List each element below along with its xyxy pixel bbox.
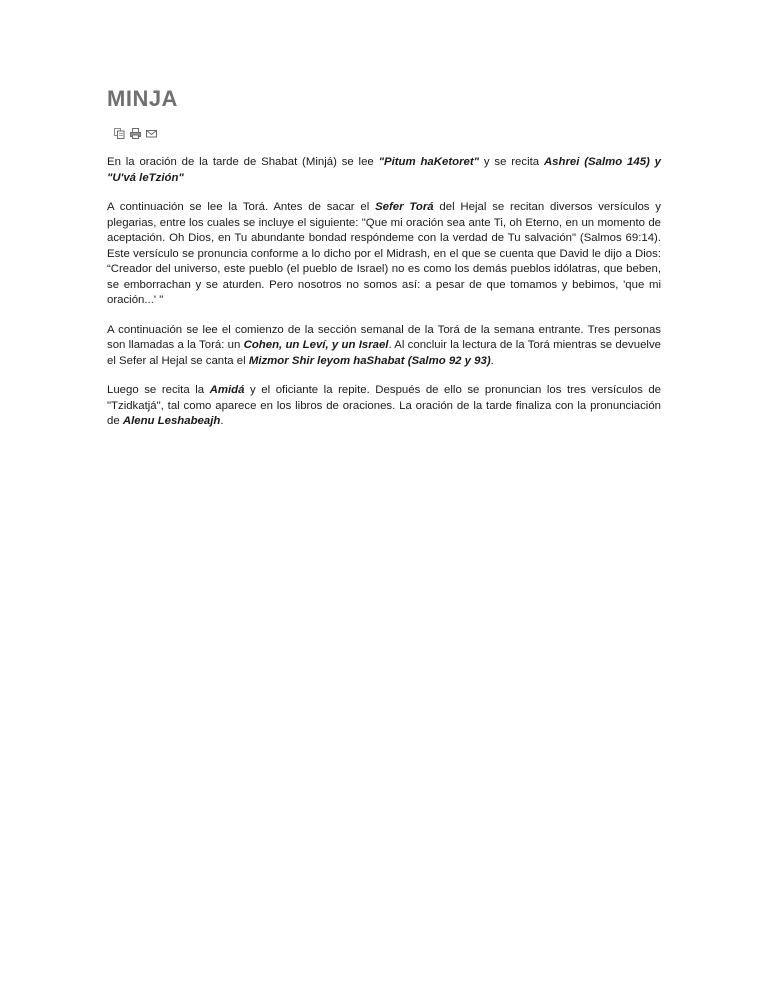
paragraph-2-text: A continuación se lee la Torá. Antes de sacar el <box>107 201 376 213</box>
paragraph-3-text-2: . Al concluir la lectura de la Torá mientras se devuelve el Sefer al Hejal se canta el <box>107 339 661 367</box>
sefer-tora-emphasis: Sefer Torá <box>375 201 434 213</box>
paragraph-4-text-3: . <box>220 415 224 427</box>
email-icon[interactable] <box>146 128 157 139</box>
mizmor-shir-emphasis: Mizmor Shir leyom haShabat (Salmo 92 y 93) <box>248 354 491 367</box>
ashrei-emphasis: Ashrei (Salmo 145) y "U'vá leTzión" <box>107 156 661 184</box>
cohen-levi-israel-emphasis: Cohen, un Leví, y un Israel <box>243 339 389 351</box>
paragraph-2 <box>107 200 661 309</box>
paragraph-4-text-2: y el oficiante la repite. Después de ello se pronuncian los tres versículos de "Tzidkatjá", tal como aparece en los libros de oraciones. La oración de la tarde finaliza con la pronunciación de <box>107 384 661 427</box>
paragraph-3-text: A continuación se lee el comienzo de la sección semanal de la Torá de la semana entrante. Tres personas son llamadas a la Torá: un <box>107 323 661 351</box>
paragraph-3-text-3: . <box>490 354 494 367</box>
copy-icon[interactable] <box>114 128 125 139</box>
amida-emphasis: Amidá <box>209 384 245 396</box>
page-title: MINJA <box>107 86 178 111</box>
article-body <box>107 155 661 444</box>
paragraph-2-text-2: del Hejal se recitan diversos versículos y plegarias, entre los cuales se incluye el siguiente: "Que mi oración sea ante Ti, oh Eterno, en un momento de aceptación. Oh Dios, en Tu abundante bondad respóndeme con la verdad de Tu salvación" (Salmos 69:14). Este versículo se pronuncia conforme a lo dicho por el Midrash, en el que se cuenta que David le dijo a Dios: “Creador del universo, este pueblo (el pueblo de Israel) no es como los demás pueblos idólatras, que beben, se emborrachan y se aturden. Pero nosotros no somos así: a pesar de que tomamos y bebimos, 'que mi oración...' " <box>107 201 661 306</box>
paragraph-4 <box>107 383 661 430</box>
alenu-leshabeajh-emphasis: Alenu Leshabeajh <box>122 415 221 427</box>
print-icon[interactable] <box>130 128 141 139</box>
pitum-haketoret-emphasis: "Pitum haKetoret" <box>378 156 480 168</box>
paragraph-1 <box>107 155 661 186</box>
paragraph-1-text-2: y se recita <box>479 156 544 168</box>
paragraph-3 <box>107 323 661 370</box>
article-tools <box>114 128 157 139</box>
paragraph-4-text: Luego se recita la <box>107 384 210 396</box>
paragraph-1-text: En la oración de la tarde de Shabat (Minjá) se lee <box>107 156 379 168</box>
